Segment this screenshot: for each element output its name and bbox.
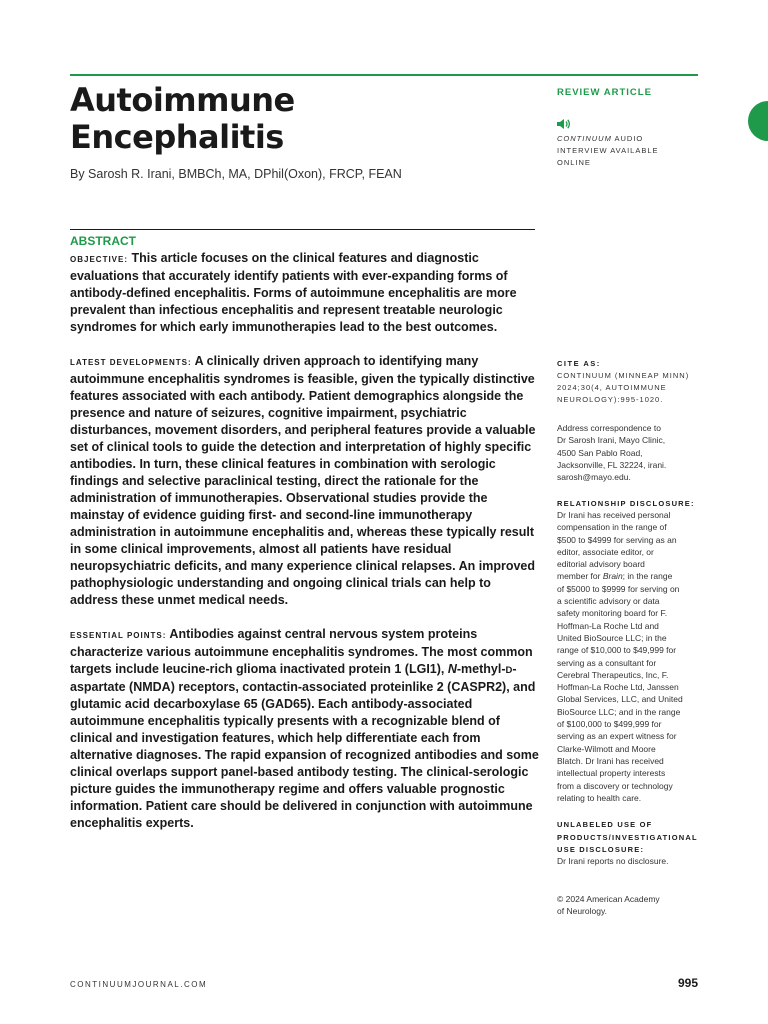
correspondence-email[interactable]: sarosh@mayo.edu. — [557, 472, 631, 483]
section-tab-marker — [748, 101, 768, 141]
latest-developments-paragraph: LATEST DEVELOPMENTS: A clinically driven approach to identifying many autoimmune encephalitis syndromes is feasible, given the typically distinctive features associated with each antibody. Patient demographics alongside the presence and nature of seizures, cognitive impairment, psychiatric disturbances, movement disorders, and peripheral features provide a valuable set of clinical tools to guide the detection and interpretation of highly specific antibodies. In turn, these clinical features in combination with serologic findings and selective paraclinical testing, direct the rationale for the administration of immunotherapies. Observational studies provide the mainstay of evidence guiding first- and second-line immunotherapy administration in autoimmune encephalitis and, whereas these typically result in some clinical improvements, almost all patients have residual neuropsychiatric deficits, and many experience clinical relapses. An improved pathophysiologic understanding and ongoing clinical trials can help to address these unmet medical needs. — [70, 354, 536, 607]
relationship-disclosure-text: Dr Irani has received personal compensation in the range of $500 to $4999 for serving as an editor, associate editor, or editorial advisory board member for Brain; in the range of $5000 to $9999 for serving on a scientific advisory or data safety monitoring board for F. Hoffman-La Roche Ltd and United BioSource LLC; in the range of $10,000 to $49,999 for serving as a consultant for Cerebral Therapeutics, Inc, F. Hoffman-La Roche Ltd, Janssen Global Services, LLC, and United BioSource LLC; and in the range of $100,000 to $499,999 for serving as an expert witness for Clarke-Wilmott and Moore Blatch. Dr Irani has received intellectual property interests from a discovery or technology relating to health care. — [557, 510, 683, 803]
copyright-notice: © 2024 American Academy of Neurology. — [557, 894, 660, 917]
abstract-heading: ABSTRACT — [70, 234, 136, 248]
essential-points-label: ESSENTIAL POINTS: — [70, 631, 167, 640]
correspondence-address: Address correspondence to Dr Sarosh Irani, Mayo Clinic, 4500 San Pablo Road, Jacksonville, FL 32224, irani. sarosh@mayo.edu. — [557, 423, 667, 483]
audio-journal-name: CONTINUUM — [557, 134, 612, 143]
citation: CONTINUUM (MINNEAP MINN) 2024;30(4, AUTOIMMUNE NEUROLOGY):995-1020. — [557, 371, 690, 404]
abstract-rule — [70, 229, 535, 230]
unlabeled-use-disclosure-text: Dr Irani reports no disclosure. — [557, 856, 669, 866]
objective-paragraph: OBJECTIVE: This article focuses on the clinical features and diagnostic evaluations that accurately identify patients with ever-expanding forms of antibody-defined encephalitis. Forms of autoimmune encephalitis are more prevalent than infectious encephalitis and represent treatable neurologic syndromes for which early immunotherapies lead to the best outcomes. — [70, 251, 517, 334]
latest-developments-label: LATEST DEVELOPMENTS: — [70, 358, 192, 367]
article-type-label: REVIEW ARTICLE — [557, 87, 652, 98]
title-line-1: Autoimmune — [70, 81, 295, 119]
abstract-body — [70, 250, 540, 832]
title-line-2: Encephalitis — [70, 118, 284, 156]
essential-points-paragraph: ESSENTIAL POINTS: Antibodies against central nervous system proteins characterize various autoimmune encephalitis syndromes. The most common targets include leucine-rich glioma inactivated protein 1 (LGI1), N-methyl-D-aspartate (NMDA) receptors, contactin-associated proteinlike 2 (CASPR2), and glutamic acid decarboxylase 65 (GAD65). Each antibody-associated autoimmune encephalitis typically presents with a recognizable blend of clinical and investigation features, which help differentiate each from alternative diagnoses. The rapid expansion of recognized antibodies and some clinical overlaps support panel-based antibody testing. The clinical-serologic picture guides the immunotherapy regime and offers valuable prognostic information. Patient care should be delivered in conjunction with autoimmune encephalitis experts. — [70, 627, 539, 830]
top-rule — [70, 74, 698, 76]
article-title — [70, 82, 540, 156]
journal-website-link[interactable]: CONTINUUMJOURNAL.COM — [70, 980, 208, 989]
author-byline: By Sarosh R. Irani, BMBCh, MA, DPhil(Oxon), FRCP, FEAN — [70, 167, 402, 181]
audio-interview-note[interactable]: CONTINUUM AUDIO INTERVIEW AVAILABLE ONLINE — [557, 134, 659, 167]
page-number: 995 — [677, 976, 698, 990]
speaker-icon[interactable] — [557, 118, 571, 130]
cite-as-label: CITE AS: — [557, 359, 601, 368]
unlabeled-use-disclosure-label: UNLABELED USE OF PRODUCTS/INVESTIGATIONAL USE DISCLOSURE: — [557, 820, 698, 854]
relationship-disclosure-label: RELATIONSHIP DISCLOSURE: — [557, 499, 695, 508]
objective-label: OBJECTIVE: — [70, 255, 129, 264]
